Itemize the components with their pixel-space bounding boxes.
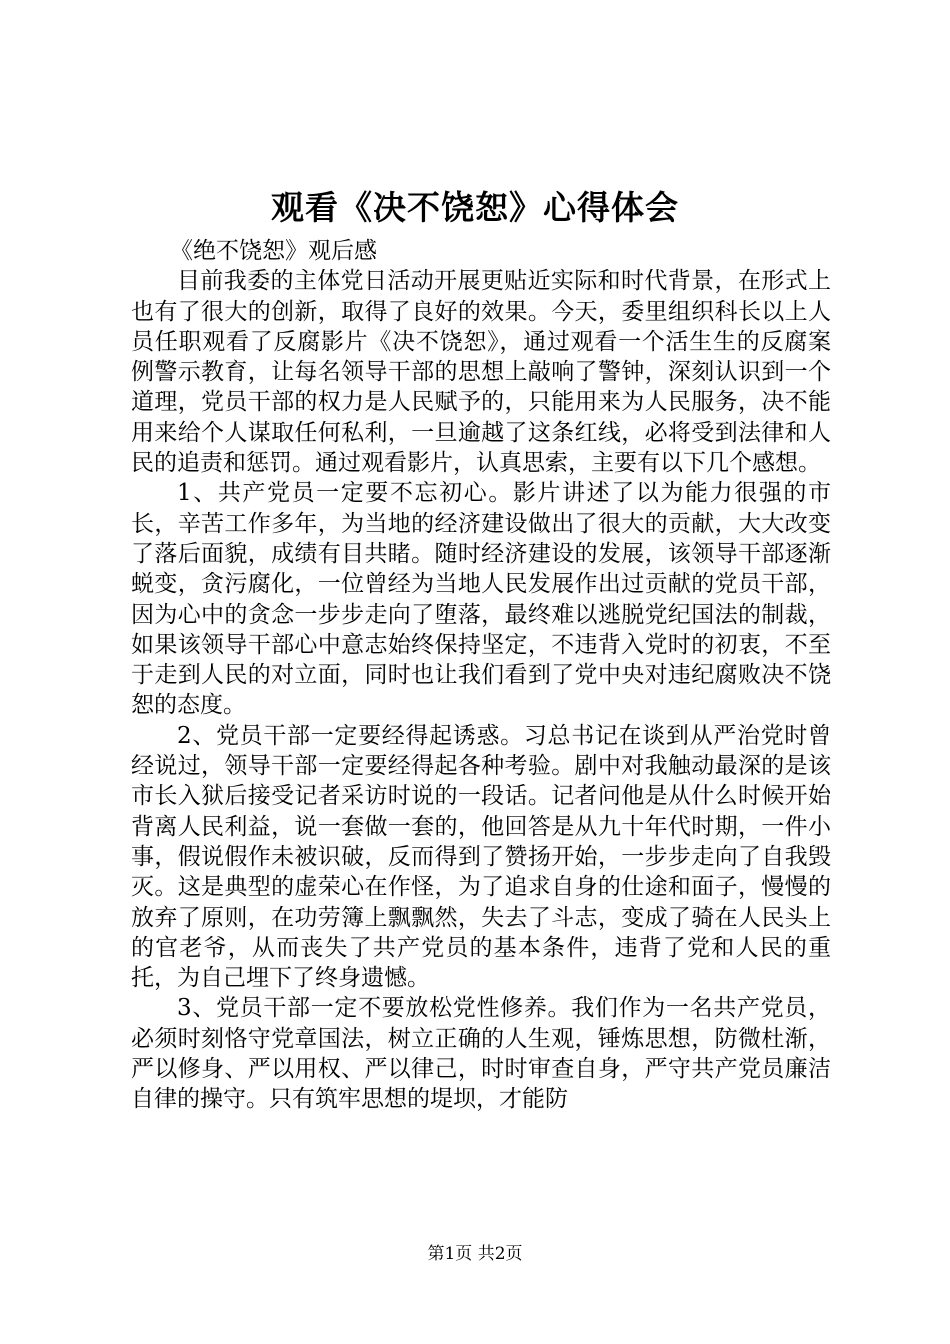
paragraph-intro: 目前我委的主体党日活动开展更贴近实际和时代背景，在形式上也有了很大的创新，取得了良好的效果。今天，委里组织科长以上人员任职观看了反腐影片《决不饶恕》，通过观看一个活生生的反腐案例警示教育，让每名领导干部的思想上敲响了警钟，深刻认识到一个道理，党员干部的权力是人民赋予的，只能用来为人民服务，决不能用来给个人谋取任何私利，一旦逾越了这条红线，必将受到法律和人民的追责和惩罚。通过观看影片，认真思索，主要有以下几个感想。: [131, 268, 831, 477]
paragraph-point-2: 2、党员干部一定要经得起诱惑。习总书记在谈到从严治党时曾经说过，领导干部一定要经得起各种考验。剧中对我触动最深的是该市长入狱后接受记者采访时说的一段话。记者问他是从什么时候开始背离人民利益，说一套做一套的，他回答是从九十年代时期，一件小事，假说假作未被识破，反而得到了赞扬开始，一步步走向了自我毁灭。这是典型的虚荣心在作怪，为了追求自身的仕途和面子，慢慢的放弃了原则，在功劳簿上飘飘然，失去了斗志，变成了骑在人民头上的官老爷，从而丧失了共产党员的基本条件，违背了党和人民的重托，为自己埋下了终身遗憾。: [131, 722, 831, 992]
document-body: [131, 236, 831, 1115]
page-number-footer: 第1页 共2页: [427, 1244, 523, 1264]
document-title: 观看《决不饶恕》心得体会: [271, 188, 679, 227]
document-subtitle: 《绝不饶恕》观后感: [170, 238, 377, 264]
paragraph-point-3: 3、党员干部一定不要放松党性修养。我们作为一名共产党员，必须时刻恪守党章国法，树立正确的人生观，锤炼思想，防微杜渐，严以修身、严以用权、严以律己，时时审查自身，严守共产党员廉洁自律的操守。只有筑牢思想的堤坝，才能防: [131, 995, 831, 1113]
paragraph-point-1: 1、共产党员一定要不忘初心。影片讲述了以为能力很强的市长，辛苦工作多年，为当地的经济建设做出了很大的贡献，大大改变了落后面貌，成绩有目共睹。随时经济建设的发展，该领导干部逐渐蜕变，贪污腐化，一位曾经为当地人民发展作出过贡献的党员干部，因为心中的贪念一步步走向了堕落，最终难以逃脱党纪国法的制裁，如果该领导干部心中意志始终保持坚定，不违背入党时的初衷，不至于走到人民的对立面，同时也让我们看到了党中央对违纪腐败决不饶恕的态度。: [131, 480, 831, 719]
